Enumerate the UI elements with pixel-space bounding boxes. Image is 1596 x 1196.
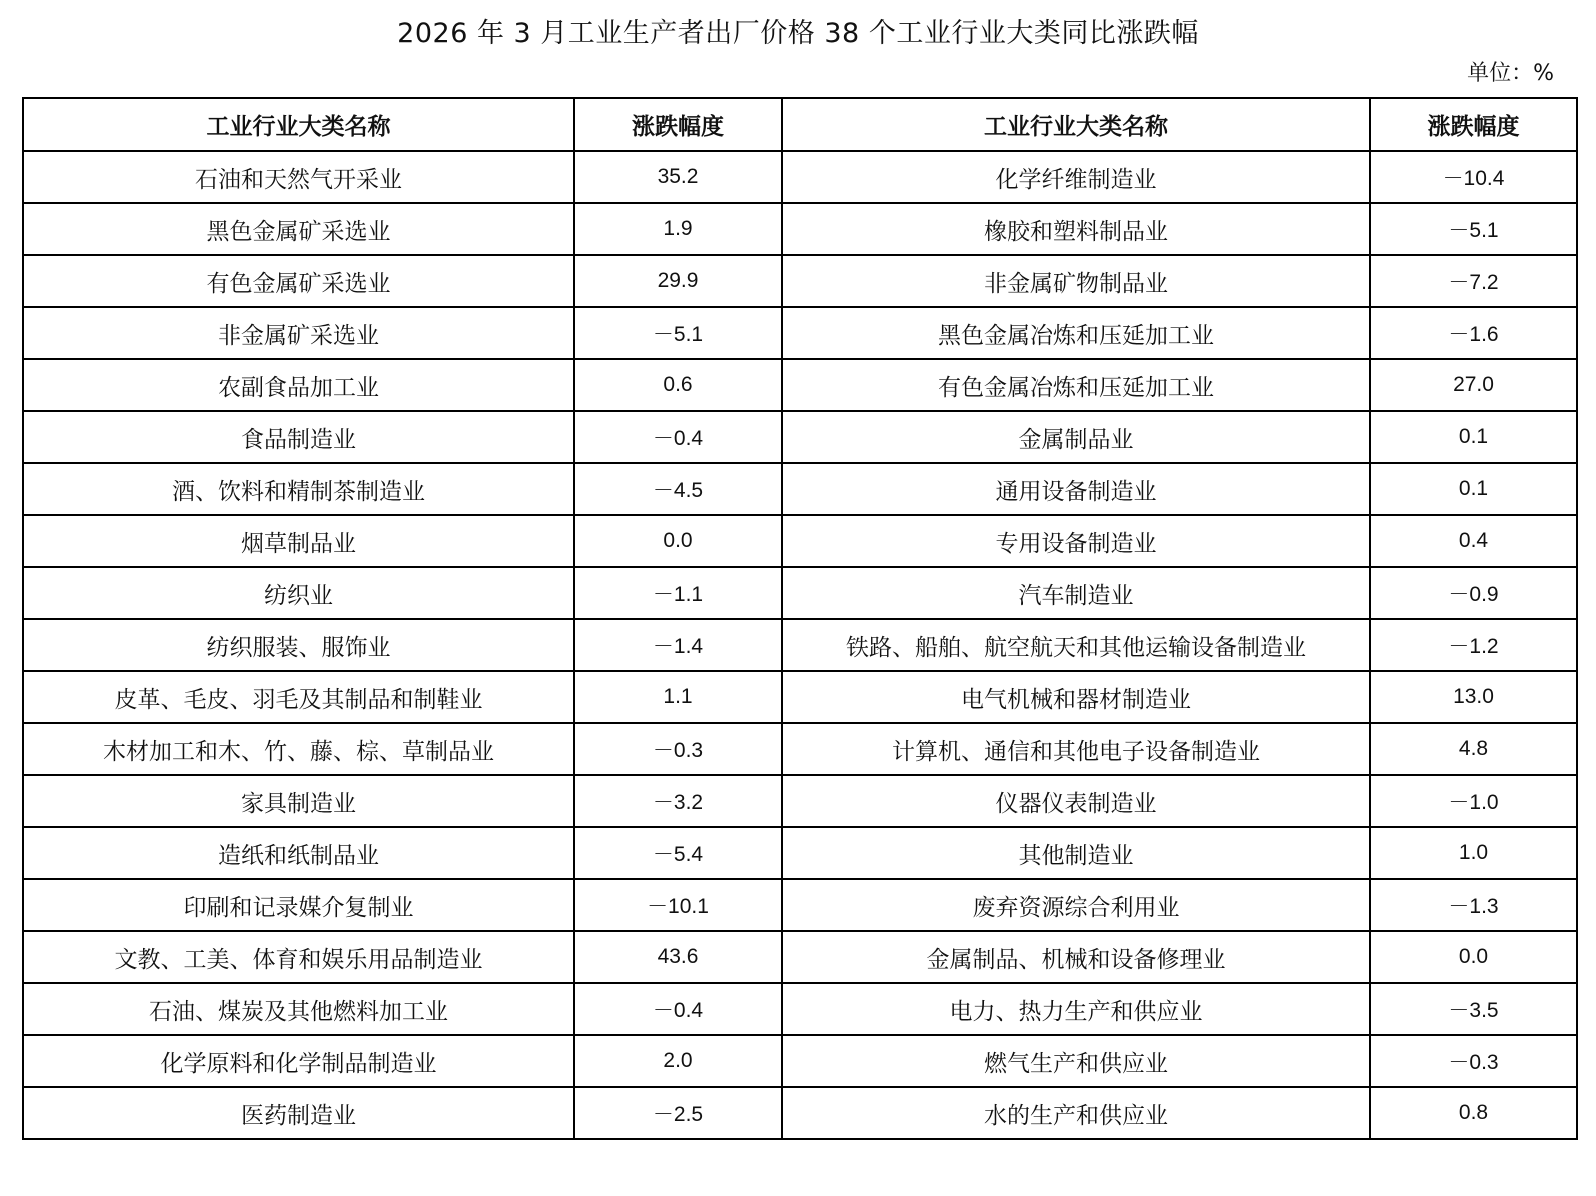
left-industry-name: 食品制造业 [23, 411, 574, 463]
right-industry-name: 非金属矿物制品业 [782, 255, 1370, 307]
right-industry-name: 汽车制造业 [782, 567, 1370, 619]
left-change-value: 1.9 [574, 203, 782, 255]
right-change-value: 1.0 [1370, 827, 1577, 879]
right-industry-name: 通用设备制造业 [782, 463, 1370, 515]
left-change-value: 29.9 [574, 255, 782, 307]
right-industry-name: 有色金属冶炼和压延加工业 [782, 359, 1370, 411]
right-industry-name: 燃气生产和供应业 [782, 1035, 1370, 1087]
left-industry-name: 医药制造业 [23, 1087, 574, 1139]
left-change-value: －1.1 [574, 567, 782, 619]
left-change-value: －10.1 [574, 879, 782, 931]
right-change-value: －5.1 [1370, 203, 1577, 255]
table-row [23, 1087, 1577, 1139]
header-right-value: 涨跌幅度 [1370, 98, 1577, 151]
left-change-value: －0.4 [574, 983, 782, 1035]
table-row [23, 827, 1577, 879]
left-change-value: 0.6 [574, 359, 782, 411]
left-industry-name: 造纸和纸制品业 [23, 827, 574, 879]
right-change-value: －10.4 [1370, 151, 1577, 203]
right-industry-name: 专用设备制造业 [782, 515, 1370, 567]
table-row [23, 151, 1577, 203]
left-change-value: －5.4 [574, 827, 782, 879]
left-change-value: －2.5 [574, 1087, 782, 1139]
header-left-value: 涨跌幅度 [574, 98, 782, 151]
table-row [23, 1035, 1577, 1087]
left-industry-name: 木材加工和木、竹、藤、棕、草制品业 [23, 723, 574, 775]
left-industry-name: 印刷和记录媒介复制业 [23, 879, 574, 931]
left-industry-name: 非金属矿采选业 [23, 307, 574, 359]
right-industry-name: 废弃资源综合利用业 [782, 879, 1370, 931]
industry-price-table [22, 97, 1578, 1140]
right-change-value: －1.0 [1370, 775, 1577, 827]
left-industry-name: 石油和天然气开采业 [23, 151, 574, 203]
table-row [23, 723, 1577, 775]
table-row [23, 255, 1577, 307]
left-industry-name: 酒、饮料和精制茶制造业 [23, 463, 574, 515]
right-industry-name: 橡胶和塑料制品业 [782, 203, 1370, 255]
right-industry-name: 仪器仪表制造业 [782, 775, 1370, 827]
table-row [23, 463, 1577, 515]
left-change-value: 43.6 [574, 931, 782, 983]
right-industry-name: 铁路、船舶、航空航天和其他运输设备制造业 [782, 619, 1370, 671]
right-change-value: 0.4 [1370, 515, 1577, 567]
right-change-value: 0.8 [1370, 1087, 1577, 1139]
right-industry-name: 计算机、通信和其他电子设备制造业 [782, 723, 1370, 775]
left-change-value: －4.5 [574, 463, 782, 515]
table-row [23, 567, 1577, 619]
table-header-row [23, 98, 1577, 151]
table-row [23, 203, 1577, 255]
right-change-value: －1.2 [1370, 619, 1577, 671]
left-industry-name: 皮革、毛皮、羽毛及其制品和制鞋业 [23, 671, 574, 723]
right-industry-name: 黑色金属冶炼和压延加工业 [782, 307, 1370, 359]
unit-label: 单位：% [1467, 61, 1554, 86]
right-change-value: 0.0 [1370, 931, 1577, 983]
right-change-value: 4.8 [1370, 723, 1577, 775]
right-industry-name: 化学纤维制造业 [782, 151, 1370, 203]
right-change-value: －0.9 [1370, 567, 1577, 619]
left-industry-name: 农副食品加工业 [23, 359, 574, 411]
left-industry-name: 纺织业 [23, 567, 574, 619]
left-industry-name: 化学原料和化学制品制造业 [23, 1035, 574, 1087]
right-change-value: －1.6 [1370, 307, 1577, 359]
header-left-name: 工业行业大类名称 [23, 98, 574, 151]
right-industry-name: 其他制造业 [782, 827, 1370, 879]
table-row [23, 411, 1577, 463]
left-change-value: －1.4 [574, 619, 782, 671]
left-industry-name: 有色金属矿采选业 [23, 255, 574, 307]
right-industry-name: 电气机械和器材制造业 [782, 671, 1370, 723]
left-change-value: 35.2 [574, 151, 782, 203]
table-body [23, 151, 1577, 1139]
table-row [23, 671, 1577, 723]
table-row [23, 307, 1577, 359]
left-industry-name: 石油、煤炭及其他燃料加工业 [23, 983, 574, 1035]
right-industry-name: 电力、热力生产和供应业 [782, 983, 1370, 1035]
left-change-value: 0.0 [574, 515, 782, 567]
left-change-value: －3.2 [574, 775, 782, 827]
page-title: 2026 年 3 月工业生产者出厂价格 38 个工业行业大类同比涨跌幅 [397, 18, 1199, 49]
left-industry-name: 烟草制品业 [23, 515, 574, 567]
left-change-value: －5.1 [574, 307, 782, 359]
table-row [23, 983, 1577, 1035]
left-industry-name: 家具制造业 [23, 775, 574, 827]
right-change-value: 13.0 [1370, 671, 1577, 723]
right-change-value: 0.1 [1370, 411, 1577, 463]
left-industry-name: 纺织服装、服饰业 [23, 619, 574, 671]
left-change-value: 2.0 [574, 1035, 782, 1087]
right-change-value: 0.1 [1370, 463, 1577, 515]
right-change-value: 27.0 [1370, 359, 1577, 411]
left-change-value: －0.3 [574, 723, 782, 775]
right-change-value: －3.5 [1370, 983, 1577, 1035]
table-row [23, 931, 1577, 983]
right-industry-name: 水的生产和供应业 [782, 1087, 1370, 1139]
left-change-value: 1.1 [574, 671, 782, 723]
header-right-name: 工业行业大类名称 [782, 98, 1370, 151]
right-industry-name: 金属制品业 [782, 411, 1370, 463]
table-row [23, 515, 1577, 567]
table-row [23, 879, 1577, 931]
table-row [23, 359, 1577, 411]
left-change-value: －0.4 [574, 411, 782, 463]
right-change-value: －7.2 [1370, 255, 1577, 307]
left-industry-name: 黑色金属矿采选业 [23, 203, 574, 255]
right-change-value: －0.3 [1370, 1035, 1577, 1087]
right-industry-name: 金属制品、机械和设备修理业 [782, 931, 1370, 983]
table-row [23, 775, 1577, 827]
right-change-value: －1.3 [1370, 879, 1577, 931]
left-industry-name: 文教、工美、体育和娱乐用品制造业 [23, 931, 574, 983]
table-row [23, 619, 1577, 671]
